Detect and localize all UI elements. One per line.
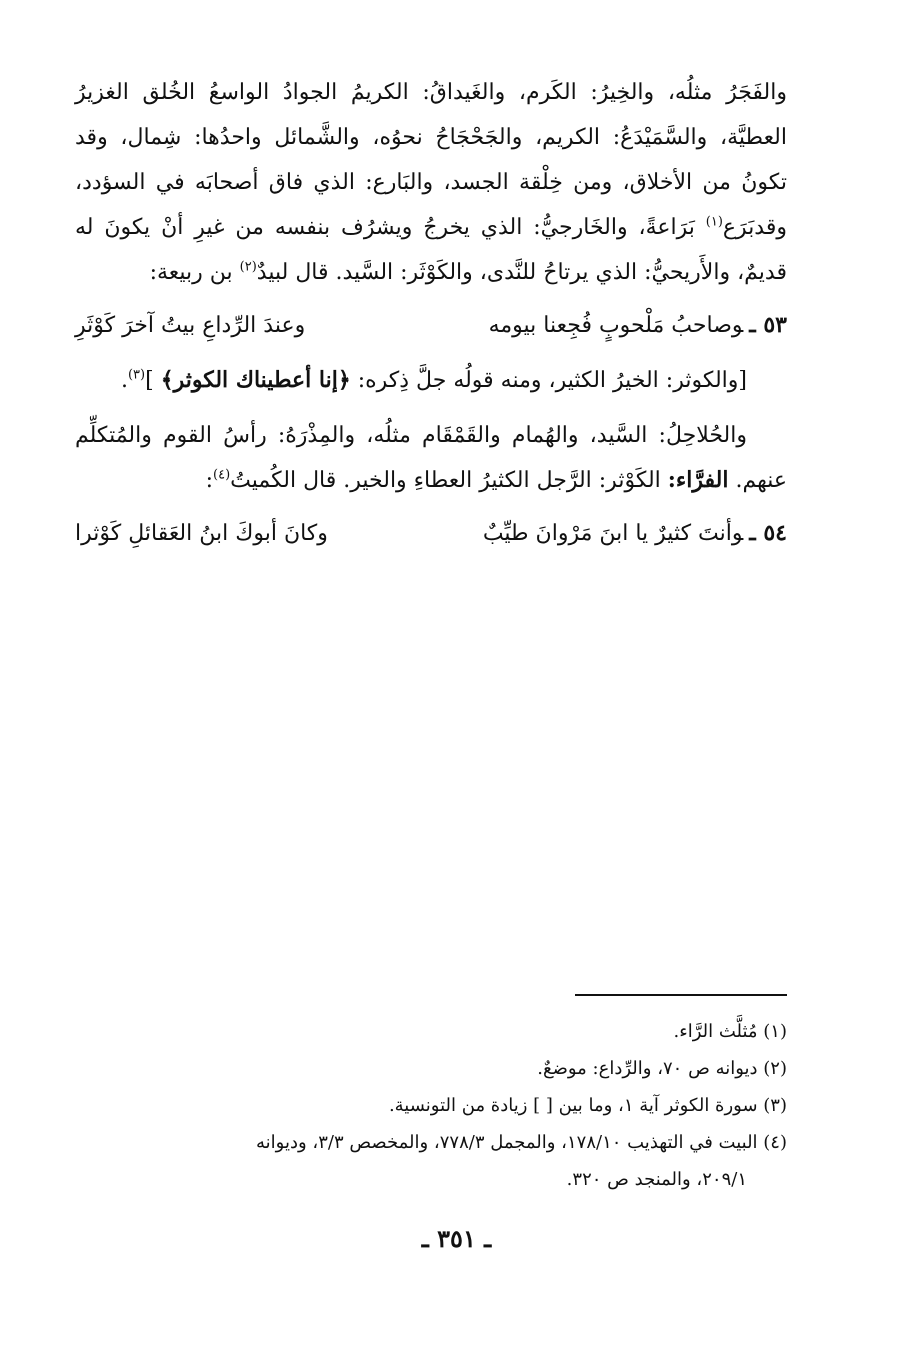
bracket-close: ]	[145, 368, 154, 393]
footnote-ref-4: (٤)	[213, 467, 231, 483]
main-text	[75, 70, 787, 566]
verse-54-second-hemistich: وكانَ أبوكَ ابنُ العَقائلِ كَوْثرا	[75, 521, 328, 546]
page-number: ـ ٣٥١ ـ	[421, 1224, 492, 1253]
verse-53	[75, 303, 787, 348]
footnote-divider	[575, 994, 787, 996]
footnote-ref-3: (٣)	[127, 367, 146, 383]
footnote-3: (٣) سورة الكوثر آية ١، وما بين [ ] زيادة من التونسية.	[388, 1095, 787, 1116]
farra-label: الفرَّاء:	[667, 467, 729, 493]
paragraph-3-text: والحُلاحِلُ: السَّيد، والهُمام والقَمْقَام مثلُه، والمِذْرَهُ: رأسُ القوم والمُتكلِّم عنهم.	[75, 423, 787, 493]
paragraph-1	[75, 70, 787, 295]
footnote-4-continued: ٢٠٩/١، والمنجد ص ٣٢٠.	[566, 1169, 747, 1190]
footnote-2: (٢) ديوانه ص ٧٠، والرِّداع: موضعٌ.	[537, 1058, 787, 1079]
paragraph-1-text: والفَجَرُ مثلُه، والخِيرُ: الكَرم، والغَيداقُ: الكريمُ الجوادُ الواسعُ الخُلق الغزيرُ العطيَّة، والسَّمَيْدَعُ: الكريم، والجَحْجَاحُ نحوُه، والشَّمائل واحدُها: شِمال، وقد تكونُ من الأخلاق، ومن خِلْقة الجسد، والبَارع: الذي فاق أصحابَه في السؤدد، وقدبَرَع	[75, 80, 787, 240]
verse-53-number: ٥٣ ـ	[749, 312, 787, 338]
verse-53-second-hemistich: وعندَ الرِّداعِ بيتُ آخرَ كَوْثَرِ	[75, 313, 306, 338]
paragraph-2-dot: .	[120, 368, 128, 393]
footnotes	[75, 1013, 787, 1198]
verse-54-first-hemistich	[483, 511, 787, 556]
footnote-ref-1: (١)	[705, 214, 723, 230]
verse-54-number: ٥٤ ـ	[749, 520, 787, 546]
paragraph-3-end: :	[205, 468, 214, 493]
quran-quote: ﴿إنا أعطيناك الكوثر﴾	[160, 367, 351, 393]
paragraph-1-end: بن ربيعة:	[149, 260, 233, 285]
footnote-4: (٤) البيت في التهذيب ١٧٨/١٠، والمجمل ٧٧٨/٣، والمخصص ٣/٣، وديوانه	[256, 1132, 787, 1153]
paragraph-2-text: [والكوثر: الخيرُ الكثير، ومنه قولُه جلَّ ذِكره:	[357, 368, 747, 393]
paragraph-3	[75, 413, 787, 503]
paragraph-2	[75, 358, 787, 403]
verse-53-first: وصاحبُ مَلْحوبٍ فُجِعنا بيومه	[488, 313, 744, 338]
paragraph-1-continued: بَرَاعةً، والخَارجيُّ: الذي يخرجُ ويشرُف بنفسه من غيرِ أنْ يكونَ له قديمٌ، والأَريحيُّ: الذي يرتاحُ للنَّدى، والكَوْثَر: السَّيد. قال لبيدٌ	[75, 215, 787, 285]
verse-54	[75, 511, 787, 556]
paragraph-3-middle: الكَوْثر: الرَّجل الكثيرُ العطاءِ والخير. قال الكُميتُ	[230, 468, 661, 493]
footnote-1: (١) مُثلَّث الرَّاء.	[673, 1021, 787, 1042]
footnote-ref-2: (٢)	[239, 259, 257, 275]
verse-54-first: وأنتَ كثيرٌ يا ابنَ مَرْوانَ طيِّبٌ	[482, 521, 744, 546]
verse-53-first-hemistich	[489, 303, 787, 348]
